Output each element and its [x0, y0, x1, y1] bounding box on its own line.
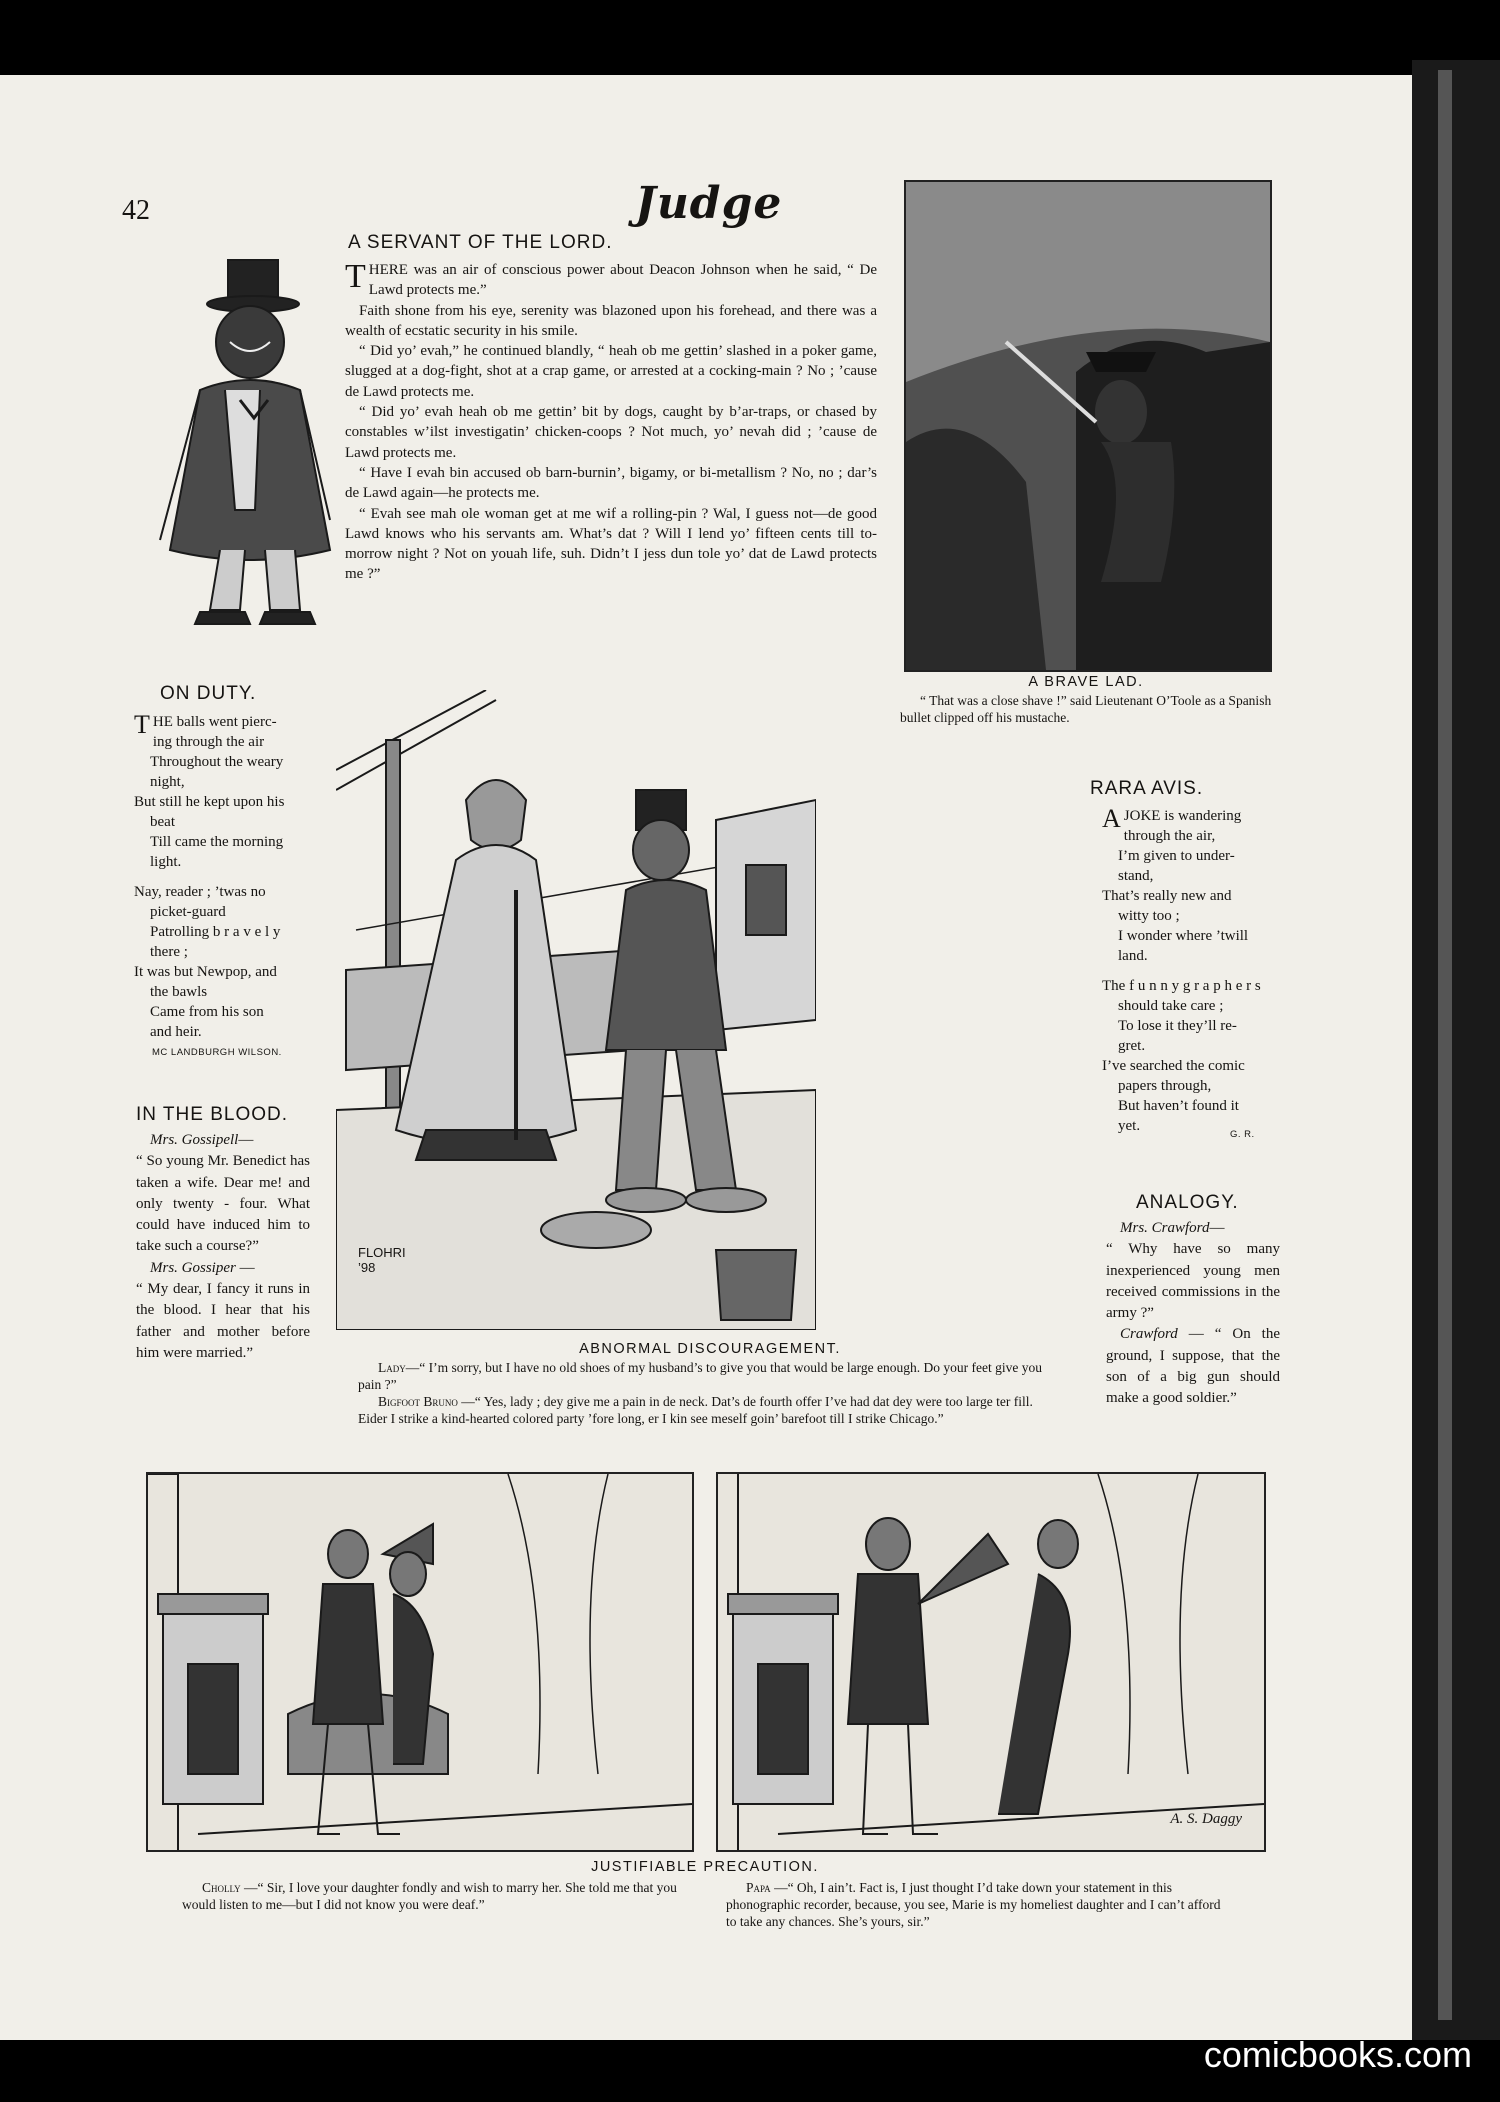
poem-line-text: Till came the morning: [150, 834, 284, 850]
in-the-blood-title: IN THE BLOOD.: [136, 1104, 289, 1125]
abnormal-speech-2: “ Yes, lady ; dey give me a pain in de neck. Dat’s de fourth offer I’ve had dat dey were too large ter fill. Eider I strike a kind-hearted colored party ’fore long, er I kin see meself goin’ barefoot till I strike Chicago.”: [358, 1394, 1033, 1426]
poem-line: [134, 772, 312, 792]
abnormal-discouragement-illustration: [336, 690, 816, 1330]
brave-lad-caption: “ That was a close shave !” said Lieutenant O’Toole as a Spanish bullet clipped off his mustache.: [900, 693, 1272, 725]
servant-title: A SERVANT OF THE LORD.: [348, 232, 613, 253]
servant-paragraph: Faith shone from his eye, serenity was blazoned upon his forehead, and there was a wealth of ecstatic security in his smile.: [345, 302, 877, 339]
poem-line: [1102, 946, 1278, 966]
poem-line-text: But still he kept upon his: [134, 794, 285, 810]
analogy-speech-1: “ Why have so many inexperienced young men received commissions in the army ?”: [1106, 1241, 1280, 1322]
poem-line-text: gret.: [1118, 1038, 1146, 1054]
poem-line-text: papers through,: [1118, 1078, 1212, 1094]
rara-avis-attribution: G. R.: [1230, 1129, 1255, 1140]
in-the-blood-dialogue: Mrs. Gossipell— “ So young Mr. Benedict has taken a wife. Dear me! and only twenty - four. What could have induced him to take such a course?” Mrs. Gossiper — “ My dear, I fancy it runs in the blood. I hear that his father and mother before him were married.”: [136, 1130, 310, 1364]
stanza-gap: [1102, 966, 1278, 976]
poem-line: [1102, 926, 1278, 946]
brave-lad-title: A BRAVE LAD.: [1028, 674, 1144, 690]
poem-line-text: That’s really new and: [1102, 888, 1232, 904]
poem-line: [1102, 866, 1278, 886]
justifiable-speaker-2: Papa: [746, 1880, 771, 1895]
justifiable-panel-left: [146, 1472, 694, 1852]
servant-paragraph: “ Did yo’ evah heah ob me gettin’ bit by dogs, caught by b’ar-traps, or chased by constables w’ilst investigatin’ chicken-coops ? Not much, yo’ nevah did ; ’cause de Lawd protects me.: [345, 404, 877, 461]
page-number: 42: [122, 195, 150, 226]
poem-line-text: But haven’t found it: [1118, 1098, 1239, 1114]
in-the-blood-speaker-2: Mrs. Gossiper: [150, 1259, 236, 1276]
poem-line: [134, 902, 312, 922]
poem-line-text: light.: [150, 854, 182, 870]
in-the-blood-speech-2: “ My dear, I fancy it runs in the blood. I hear that his father and mother before him were married.”: [136, 1281, 310, 1361]
poem-line-text: Patrolling b r a v e l y: [150, 924, 281, 940]
poem-line-text: I’m given to under-: [1118, 848, 1235, 864]
poem-line-text: yet.: [1118, 1118, 1141, 1134]
poem-line-text: night,: [150, 774, 185, 790]
poem-line: [1102, 1056, 1278, 1076]
servant-paragraph: “ Evah see mah ole woman get at me wif a rolling-pin ? Wal, I guess not—de good Lawd knows who his servants am. What’s dat ? Will I lend yo’ fifteen cents till to-morrow night ? Not on youah life, suh. Didn’t I jess dun tole yo’ dat de Lawd protects me ?”: [345, 505, 877, 583]
servant-paragraph: HERE was an air of conscious power about Deacon Johnson when he said, “ De Lawd protects me.”: [368, 262, 877, 299]
on-duty-title: ON DUTY.: [160, 683, 257, 704]
servant-paragraph: “ Did yo’ evah,” he continued blandly, “ heah ob me gettin’ slashed in a poker game, slugged at a dog-fight, shot at a crap game, or arrested at a cocking-main ? No ; ’cause de Lawd protects me.: [345, 343, 877, 400]
deacon-illustration: [130, 250, 370, 640]
justifiable-speaker-1: Cholly: [202, 1880, 241, 1895]
poem-line-text: The f u n n y g r a p h e r s: [1102, 978, 1261, 994]
poem-line: [134, 812, 312, 832]
poem-line-text: Nay, reader ; ’twas no: [134, 884, 266, 900]
on-duty-poem: [134, 712, 312, 1042]
poem-line: [1102, 976, 1278, 996]
poem-line-text: the bawls: [150, 984, 208, 1000]
servant-paragraph: “ Have I evah bin accused ob barn-burnin’, bigamy, or bi-metallism ? No, no ; dar’s de Lawd again—he protects me.: [345, 464, 877, 502]
poem-line-text: It was but Newpop, and: [134, 964, 277, 980]
justifiable-title: JUSTIFIABLE PRECAUTION.: [591, 1859, 819, 1875]
poem-line: [1102, 1076, 1278, 1096]
site-watermark: comicbooks.com: [1203, 2034, 1472, 2075]
poem-line-text: I wonder where ’twill: [1118, 928, 1249, 944]
rara-avis-title: RARA AVIS.: [1090, 778, 1204, 799]
poem-line-text: should take care ;: [1118, 998, 1224, 1014]
poem-line: [1102, 1096, 1278, 1116]
poem-line: [1102, 804, 1278, 833]
poem-line: [1102, 996, 1278, 1016]
poem-line-text: witty too ;: [1118, 908, 1180, 924]
poem-line-text: Throughout the weary: [150, 754, 284, 770]
abnormal-caption: Lady—“ I’m sorry, but I have no old shoes of my husband’s to give you that would be large enough. Do your feet give you pain ?” Bigfoot Bruno —“ Yes, lady ; dey give me a pain in de neck. Dat’s de fourth offer I’ve had dat dey were too large ter fill. Eider I strike a kind-hearted colored party ’fore long, er I kin see meself goin’ barefoot till I strike Chicago.”: [358, 1360, 1043, 1426]
justifiable-speech-2: “ Oh, I ain’t. Fact is, I just thought I’d take down your statement in this phonographic recorder, because, you see, Marie is my homeliest daughter and I can’t afford to take any chances. She’s yours, sir.”: [726, 1880, 1221, 1929]
poem-line: [1102, 1016, 1278, 1036]
in-the-blood-speech-1: “ So young Mr. Benedict has taken a wife. Dear me! and only twenty - four. What could have induced him to take such a course?”: [136, 1153, 310, 1255]
servant-article: [345, 260, 877, 585]
poem-line-text: stand,: [1118, 868, 1154, 884]
poem-line: [134, 942, 312, 962]
poem-line-text: Came from his son: [150, 1004, 264, 1020]
poem-line: [134, 922, 312, 942]
poem-line: [1102, 846, 1278, 866]
abnormal-title: ABNORMAL DISCOURAGEMENT.: [579, 1341, 841, 1357]
brave-lad-illustration: [904, 180, 1272, 672]
analogy-dialogue: Mrs. Crawford— “ Why have so many inexperienced young men received commissions in the army ?” Crawford — “ On the ground, I suppose, that the son of a big gun should make a good soldier.”: [1106, 1220, 1280, 1407]
poem-line: [1102, 1036, 1278, 1056]
rara-avis-poem: [1102, 806, 1278, 1136]
stanza-gap: [134, 872, 312, 882]
poem-line-text: picket-guard: [150, 904, 226, 920]
abnormal-speaker-2: Bigfoot Bruno: [378, 1394, 458, 1409]
abnormal-artist-signature: FLOHRI ’98: [358, 1245, 406, 1275]
poem-line-text: there ;: [150, 944, 188, 960]
poem-dropcap: A: [1102, 804, 1121, 833]
analogy-title: ANALOGY.: [1136, 1192, 1239, 1213]
in-the-blood-speaker-1: Mrs. Gossipell: [150, 1132, 239, 1148]
poem-line-text: through the air,: [1123, 828, 1216, 844]
on-duty-attribution: MC LANDBURGH WILSON.: [152, 1047, 282, 1058]
poem-line-text: HE balls went pierc-: [152, 714, 277, 730]
poem-line-text: JOKE is wandering: [1123, 808, 1242, 824]
poem-dropcap: T: [134, 710, 150, 739]
abnormal-speech-1: “ I’m sorry, but I have no old shoes of my husband’s to give you that would be large enough. Do your feet give you pain ?”: [358, 1360, 1043, 1392]
justifiable-caption-cholly: Cholly —“ Sir, I love your daughter fondly and wish to marry her. She told me that you would listen to me—but I did not know you were deaf.”: [182, 1880, 677, 1912]
poem-line: [134, 962, 312, 982]
abnormal-speaker-1: Lady: [378, 1360, 406, 1375]
poem-line: [134, 1022, 312, 1042]
poem-line-text: and heir.: [150, 1024, 202, 1040]
scan-background-edge: [1412, 60, 1500, 2040]
justifiable-artist-signature: A. S. Daggy: [1170, 1811, 1242, 1827]
poem-line-text: beat: [150, 814, 175, 830]
poem-line: [1102, 886, 1278, 906]
poem-line: [134, 792, 312, 812]
poem-line: [134, 710, 312, 739]
scan-binding-strip: [1438, 70, 1452, 2020]
analogy-speech-2: “ On the ground, I suppose, that the son of a big gun should make a good soldier.”: [1106, 1326, 1280, 1407]
servant-dropcap: T: [345, 258, 366, 295]
poem-line: [134, 732, 312, 752]
poem-line-text: land.: [1118, 948, 1148, 964]
poem-line: [134, 852, 312, 872]
poem-line-text: ing through the air: [152, 734, 265, 750]
analogy-speaker-1: Mrs. Crawford: [1120, 1220, 1210, 1236]
poem-line: [1102, 826, 1278, 846]
justifiable-panel-right: [716, 1472, 1266, 1852]
poem-line: [134, 832, 312, 852]
poem-line-text: I’ve searched the comic: [1102, 1058, 1245, 1074]
poem-line: [134, 752, 312, 772]
poem-line: [134, 882, 312, 902]
analogy-speaker-2: Crawford: [1120, 1326, 1178, 1343]
poem-line: [134, 982, 312, 1002]
poem-line-text: To lose it they’ll re-: [1118, 1018, 1237, 1034]
masthead-logo: Judge: [635, 178, 783, 229]
poem-line: [1102, 906, 1278, 926]
poem-line: [134, 1002, 312, 1022]
justifiable-caption-papa: Papa —“ Oh, I ain’t. Fact is, I just thought I’d take down your statement in this phonographic recorder, because, you see, Marie is my homeliest daughter and I can’t afford to take any chances. She’s yours, sir.”: [726, 1880, 1221, 1929]
justifiable-speech-1: “ Sir, I love your daughter fondly and wish to marry her. She told me that you would listen to me—but I did not know you were deaf.”: [182, 1880, 677, 1912]
